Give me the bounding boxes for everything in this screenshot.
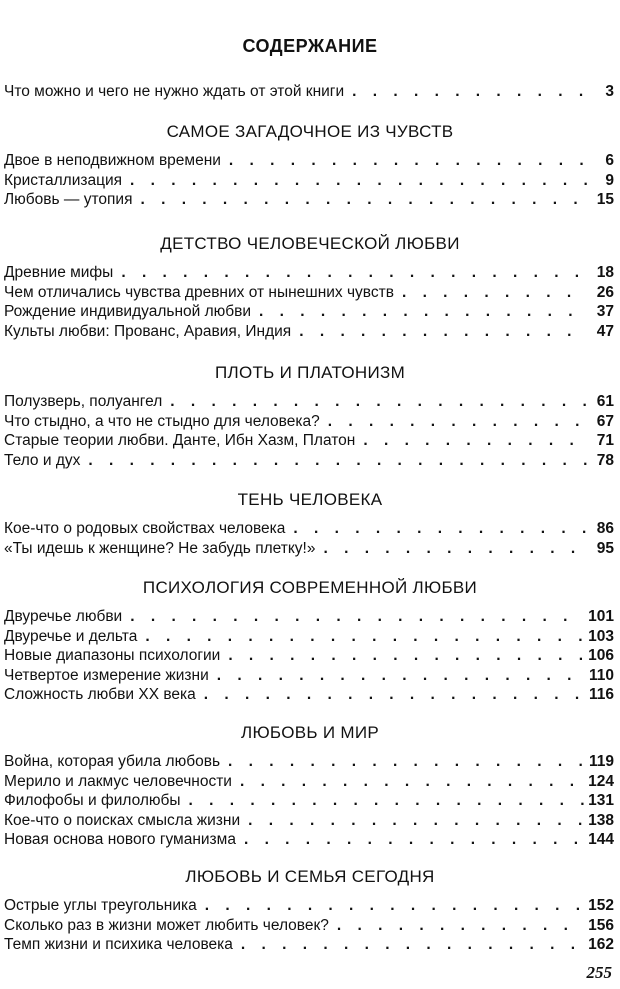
toc-entry[interactable] (4, 752, 614, 772)
toc-entry-title: Новые диапазоны психологии (4, 647, 221, 664)
toc-entry-page: 101 (588, 608, 614, 625)
toc-entry-title: Полузверь, полуангел (4, 393, 163, 410)
dot-leader (240, 772, 584, 791)
toc-entry-title: Мерило и лакмус человечности (4, 772, 232, 790)
section-heading: ТЕНЬ ЧЕЛОВЕКА (237, 490, 383, 509)
toc-entry-page: 61 (596, 393, 614, 410)
toc-entry-page: 6 (605, 152, 614, 169)
toc-entry[interactable] (4, 302, 614, 322)
toc-section (4, 121, 614, 210)
toc-entry-title: «Ты идешь к женщине? Не забудь плетку!» (4, 539, 316, 557)
toc-section (4, 233, 614, 341)
toc-entry-title: Старые теории любви. Данте, Ибн Хазм, Платон (4, 432, 356, 449)
toc-entry[interactable] (4, 685, 614, 705)
dot-leader (130, 171, 588, 190)
dot-leader (323, 539, 588, 558)
toc-entry[interactable] (4, 896, 614, 916)
toc-entry-title: Филофобы и филолюбы (4, 792, 181, 809)
toc-entry-page: 15 (596, 191, 614, 208)
dot-leader (328, 412, 588, 431)
toc-entry-page: 110 (588, 666, 614, 684)
toc-entry-page: 18 (596, 264, 614, 281)
toc-entry[interactable] (4, 431, 614, 451)
toc-entry[interactable] (4, 82, 614, 102)
dot-leader (145, 627, 584, 646)
toc-entry[interactable] (4, 830, 614, 850)
dot-leader (337, 916, 584, 935)
toc-section (4, 722, 614, 850)
dot-leader (228, 646, 584, 665)
section-heading: ЛЮБОВЬ И МИР (241, 723, 379, 742)
toc-entry[interactable] (4, 519, 614, 539)
dot-leader (299, 322, 588, 341)
toc-entry[interactable] (4, 412, 614, 432)
toc-entry-page: 67 (596, 412, 614, 430)
toc-section (4, 577, 614, 705)
toc-entry-page: 78 (596, 451, 614, 469)
toc-entry-page: 103 (588, 627, 614, 645)
toc-entry-page: 106 (588, 647, 614, 664)
toc-entry-title: Культы любви: Прованс, Аравия, Индия (4, 322, 292, 340)
toc-section (4, 362, 614, 470)
toc-entry-page: 152 (588, 897, 614, 914)
toc-entry-title: Рождение индивидуальной любви (4, 303, 252, 320)
toc-entry[interactable] (4, 646, 614, 666)
dot-leader (228, 752, 585, 771)
dot-leader (170, 392, 588, 411)
toc-entry[interactable] (4, 627, 614, 647)
toc-entry-page: 119 (588, 753, 614, 770)
toc-entry-title: Темп жизни и психика человека (4, 936, 233, 953)
dot-leader (293, 519, 588, 538)
dot-leader (88, 451, 588, 470)
section-heading: САМОЕ ЗАГАДОЧНОЕ ИЗ ЧУВСТВ (166, 122, 454, 141)
toc-entry[interactable] (4, 772, 614, 792)
toc-entry-page: 144 (588, 831, 614, 848)
section-heading: ДЕТСТВО ЧЕЛОВЕЧЕСКОЙ ЛЮБВИ (160, 234, 460, 253)
toc-entry-title: Четвертое измерение жизни (4, 666, 209, 684)
toc-entry[interactable] (4, 666, 614, 686)
dot-leader (259, 302, 588, 321)
dot-leader (363, 431, 588, 450)
dot-leader (402, 283, 588, 302)
toc-entry-page: 86 (596, 520, 614, 537)
toc-entry[interactable] (4, 451, 614, 471)
toc-section (4, 866, 614, 955)
toc-entry[interactable] (4, 539, 614, 559)
toc-entry-page: 37 (596, 303, 614, 320)
toc-entry-page: 162 (588, 936, 614, 953)
toc-entry-page: 71 (596, 432, 614, 449)
toc-entry-page: 26 (596, 283, 614, 301)
dot-leader (204, 685, 585, 704)
toc-entry-page: 47 (596, 322, 614, 340)
toc-entry-page: 3 (605, 83, 614, 100)
intro-entry (4, 82, 614, 102)
toc-entry-title: Сложность любви XX века (4, 686, 196, 703)
toc-entry-title: Двуречье и дельта (4, 627, 138, 645)
section-heading: ЛЮБОВЬ И СЕМЬЯ СЕГОДНЯ (185, 867, 435, 886)
toc-entry-title: Что стыдно, а что не стыдно для человека? (4, 412, 320, 430)
dot-leader (140, 190, 588, 209)
toc-entry-page: 116 (588, 686, 614, 703)
page-number: 255 (586, 963, 612, 982)
toc-entry-title: Кристаллизация (4, 171, 123, 189)
toc-entry-title: Двое в неподвижном времени (4, 152, 221, 169)
toc-entry[interactable] (4, 263, 614, 283)
toc-entry-page: 124 (588, 772, 614, 790)
toc-entry-title: Острые углы треугольника (4, 897, 197, 914)
toc-entry-page: 156 (588, 916, 614, 934)
toc-entry-title: Кое-что о родовых свойствах человека (4, 520, 286, 537)
toc-entry-title: Кое-что о поисках смысла жизни (4, 811, 241, 829)
toc-entry[interactable] (4, 935, 614, 955)
toc-entry-title: Двуречье любви (4, 608, 123, 625)
toc-entry-page: 131 (588, 792, 614, 809)
toc-entry[interactable] (4, 171, 614, 191)
toc-entry-title: Чем отличались чувства древних от нынешних чувств (4, 283, 394, 301)
dot-leader (217, 666, 585, 685)
toc-entry-title: Что можно и чего не нужно ждать от этой книги (4, 83, 345, 100)
toc-entry-title: Сколько раз в жизни может любить человек? (4, 916, 329, 934)
toc-entry-title: Древние мифы (4, 264, 114, 281)
section-heading: ПСИХОЛОГИЯ СОВРЕМЕННОЙ ЛЮБВИ (142, 578, 478, 597)
dot-leader (205, 896, 584, 915)
toc-entry[interactable] (4, 392, 614, 412)
toc-entry-page: 9 (605, 171, 614, 189)
toc-entry[interactable] (4, 811, 614, 831)
dot-leader (130, 607, 584, 626)
toc-entry-title: Тело и дух (4, 451, 81, 469)
dot-leader (229, 151, 588, 170)
toc-entry-page: 138 (588, 811, 614, 829)
toc-entry[interactable] (4, 916, 614, 936)
toc-entry[interactable] (4, 791, 614, 811)
toc-entry[interactable] (4, 283, 614, 303)
dot-leader (352, 82, 588, 101)
toc-entry-title: Любовь — утопия (4, 191, 133, 208)
toc-entry-title: Новая основа нового гуманизма (4, 831, 236, 848)
toc-entry[interactable] (4, 607, 614, 627)
dot-leader (121, 263, 588, 282)
toc-entry-title: Война, которая убила любовь (4, 753, 221, 770)
page-title: СОДЕРЖАНИЕ (242, 36, 378, 56)
toc-entry-page: 95 (596, 539, 614, 557)
toc-entry[interactable] (4, 190, 614, 210)
dot-leader (248, 811, 584, 830)
toc-entry[interactable] (4, 322, 614, 342)
dot-leader (189, 791, 585, 810)
toc-entry[interactable] (4, 151, 614, 171)
dot-leader (241, 935, 584, 954)
dot-leader (244, 830, 584, 849)
section-heading: ПЛОТЬ И ПЛАТОНИЗМ (214, 363, 406, 382)
toc-section (4, 489, 614, 558)
